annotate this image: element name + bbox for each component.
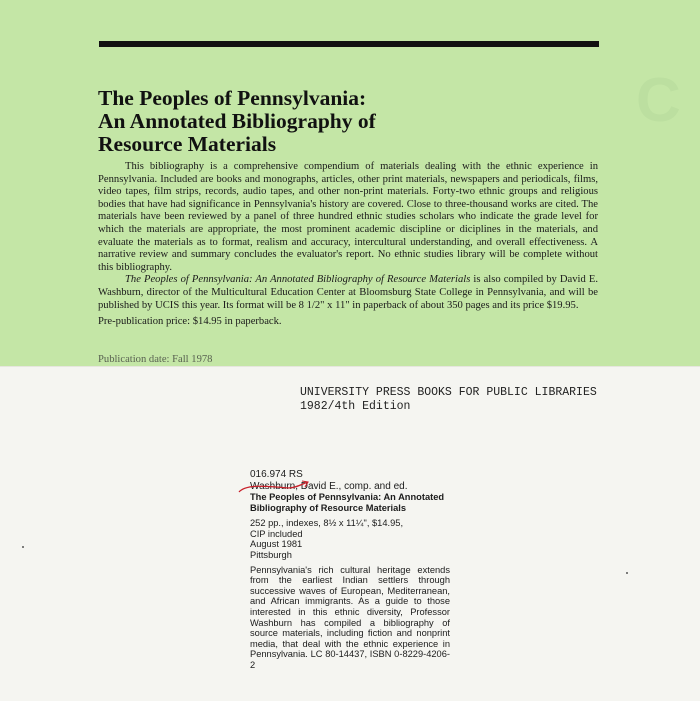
flyer-prepub-price: Pre-publication price: $14.95 in paperback.	[98, 316, 282, 328]
clipping-header	[300, 386, 597, 414]
flyer-body	[98, 161, 598, 329]
detail-line: 252 pp., indexes, 8½ x 11¼", $14.95,	[250, 518, 404, 529]
book-description	[250, 565, 450, 671]
clipping-header-line-1: UNIVERSITY PRESS BOOKS FOR PUBLIC LIBRARIES	[300, 386, 597, 399]
call-number: 016.974 RS	[250, 469, 303, 480]
flyer-top-rule	[99, 41, 599, 47]
book-title: The Peoples of Pennsylvania: An Annotated Bibliography of Resource Materials	[250, 492, 445, 513]
show-through-letter: C	[636, 66, 681, 135]
flyer-title-line-3: Resource Materials	[98, 132, 277, 156]
description-text: Pennsylvania's rich cultural heritage extends from the earliest Indian settlers through successive waves of European, Mediterranean, and African immigrants. As a guide to those interested in this ethnic diversity, Professor Washburn has compiled a bibliography of source materials, including fiction and nonprint media, that deal with the ethnic experience in Pennsylvania.	[250, 564, 450, 660]
paper-speck	[626, 572, 628, 574]
author-line: Washburn, David E., comp. and ed.	[250, 480, 408, 492]
detail-line: CIP included	[250, 528, 303, 539]
flyer-paragraph-2-text: is also compiled by David E. Washburn, director of the Multicultural Education Center at Bloomsburg State College in Pennsylvania, and will be published by UCIS this year. Its format will be 8 1/2" x 11" in paperback of about 350 pages and its price $19.95.	[98, 274, 598, 311]
flyer-title-line-1: The Peoples of Pennsylvania:	[98, 86, 367, 110]
identifiers: LC 80-14437, ISBN 0-8229-4206-2	[250, 649, 450, 670]
flyer-pubdate-cut: Publication date: Fall 1978	[98, 354, 213, 365]
paper-speck	[22, 546, 24, 548]
flyer-title	[98, 87, 598, 156]
flyer-title-line-2: An Annotated Bibliography of	[98, 109, 376, 133]
book-details	[250, 518, 450, 560]
clipping-header-line-2: 1982/4th Edition	[300, 400, 411, 413]
detail-line: August 1981	[250, 539, 303, 550]
flyer-paragraph-1: This bibliography is a comprehensive compendium of materials dealing with the ethnic experience in Pennsylvania. Included are books and monographs, articles, other print materials, newspapers and periodicals, films, video tapes, film strips, records, audio tapes, and other non-print materials. Forty-two ethnic groups and religious bodies that have had significance in Pennsylvania's history are covered. Close to three-thousand works are cited. The materials have been reviewed by a panel of three hundred ethnic studies scholars who indicate the grade level for which the materials are appropriate, the most prominent academic discipline or diciplines in the materials, and evaluate the materials as to format, realism and accuracy, intercultural understanding, and overall effectiveness. A narrative review and summary concludes the evaluator's report. No ethnic studies library will be complete without this bibliography.	[98, 161, 598, 273]
catalog-entry	[250, 469, 450, 671]
detail-line: Pittsburgh	[250, 549, 292, 560]
flyer-paragraph-2	[98, 274, 598, 312]
flyer-paragraph-2-title: The Peoples of Pennsylvania: An Annotated Bibliography of Resource Materials	[125, 274, 471, 286]
